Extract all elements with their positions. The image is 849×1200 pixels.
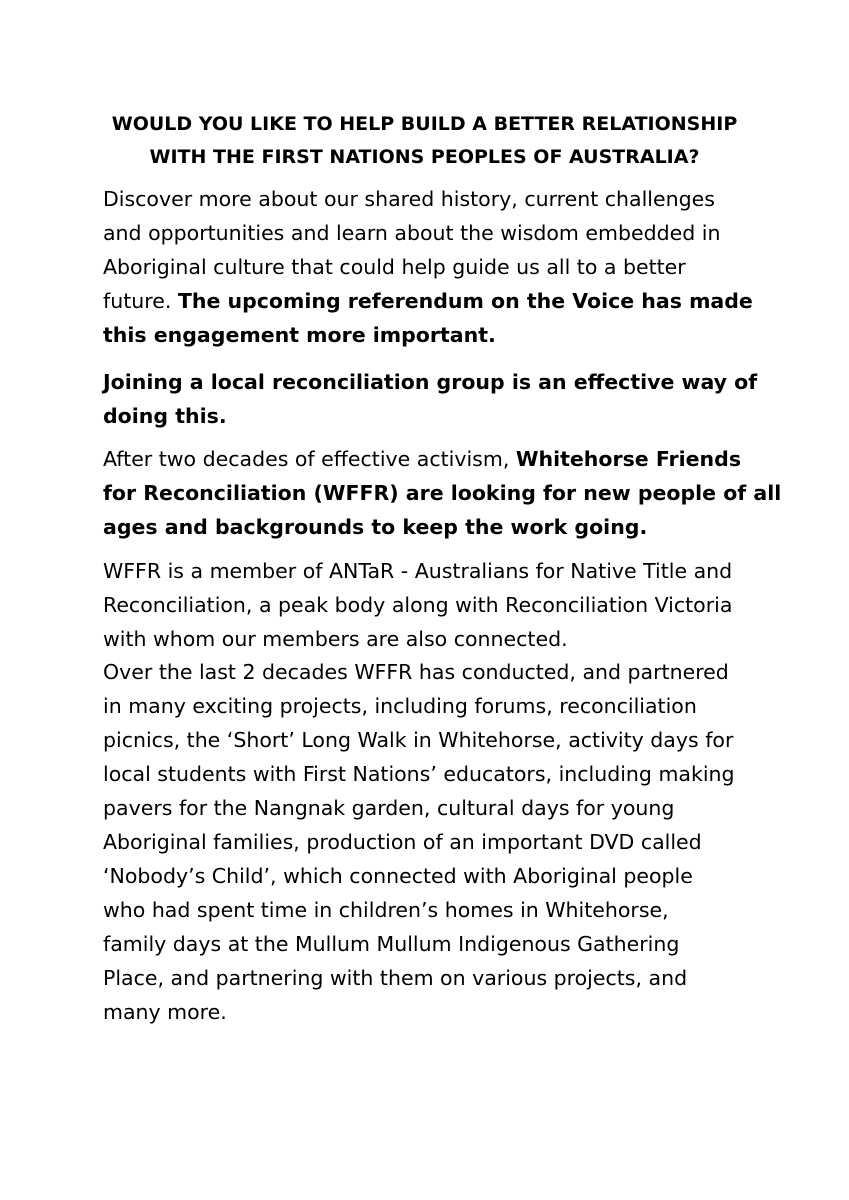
projects-line-9: family days at the Mullum Mullum Indigenous Gathering [103,932,680,956]
title-line-2: WITH THE FIRST NATIONS PEOPLES OF AUSTRALIA? [149,146,700,168]
antar-line-3: with whom our members are also connected. [103,627,568,651]
title-line-1: WOULD YOU LIKE TO HELP BUILD A BETTER RELATIONSHIP [111,113,738,135]
projects-line-1: Over the last 2 decades WFFR has conducted, and partnered [103,660,729,684]
antar-line-2: Reconciliation, a peak body along with Reconciliation Victoria [103,593,733,617]
intro-line-5: this engagement more important. [103,323,496,347]
intro-line-2: and opportunities and learn about the wisdom embedded in [103,221,721,245]
projects-line-2: in many exciting projects, including forums, reconciliation [103,694,697,718]
projects-line-10: Place, and partnering with them on various projects, and [103,966,688,990]
projects-line-8: who had spent time in children’s homes in Whitehorse, [103,898,669,922]
page-title [60,108,789,174]
intro-line-4 [103,284,763,318]
join-line-2: doing this. [103,404,227,428]
join-line-1: Joining a local reconciliation group is an effective way of [103,370,758,394]
wffr-call-paragraph [103,442,782,544]
wffr-name-emphasis: Whitehorse Friends [515,447,742,471]
projects-line-5: pavers for the Nangnak garden, cultural days for young [103,796,675,820]
intro-paragraph [103,182,763,352]
wffr-call-line-3: ages and backgrounds to keep the work going. [103,515,648,539]
join-group-paragraph [103,365,763,433]
projects-paragraph [103,655,763,1029]
wffr-call-line-2: for Reconciliation (WFFR) are looking for new people of all [103,481,782,505]
intro-line-4-plain: future. [103,289,178,313]
wffr-call-line-1-plain: After two decades of effective activism, [103,447,516,471]
wffr-call-line-1 [103,442,763,476]
intro-line-3: Aboriginal culture that could help guide us all to a better [103,255,686,279]
antar-paragraph [103,554,763,656]
projects-line-4: local students with First Nations’ educators, including making [103,762,735,786]
projects-line-7: ‘Nobody’s Child’, which connected with Aboriginal people [103,864,693,888]
projects-line-11: many more. [103,1000,227,1024]
projects-line-6: Aboriginal families, production of an important DVD called [103,830,702,854]
intro-line-1: Discover more about our shared history, current challenges [103,187,715,211]
referendum-emphasis: The upcoming referendum on the Voice has made [177,289,753,313]
antar-line-1: WFFR is a member of ANTaR - Australians for Native Title and [103,559,733,583]
projects-line-3: picnics, the ‘Short’ Long Walk in Whitehorse, activity days for [103,728,734,752]
